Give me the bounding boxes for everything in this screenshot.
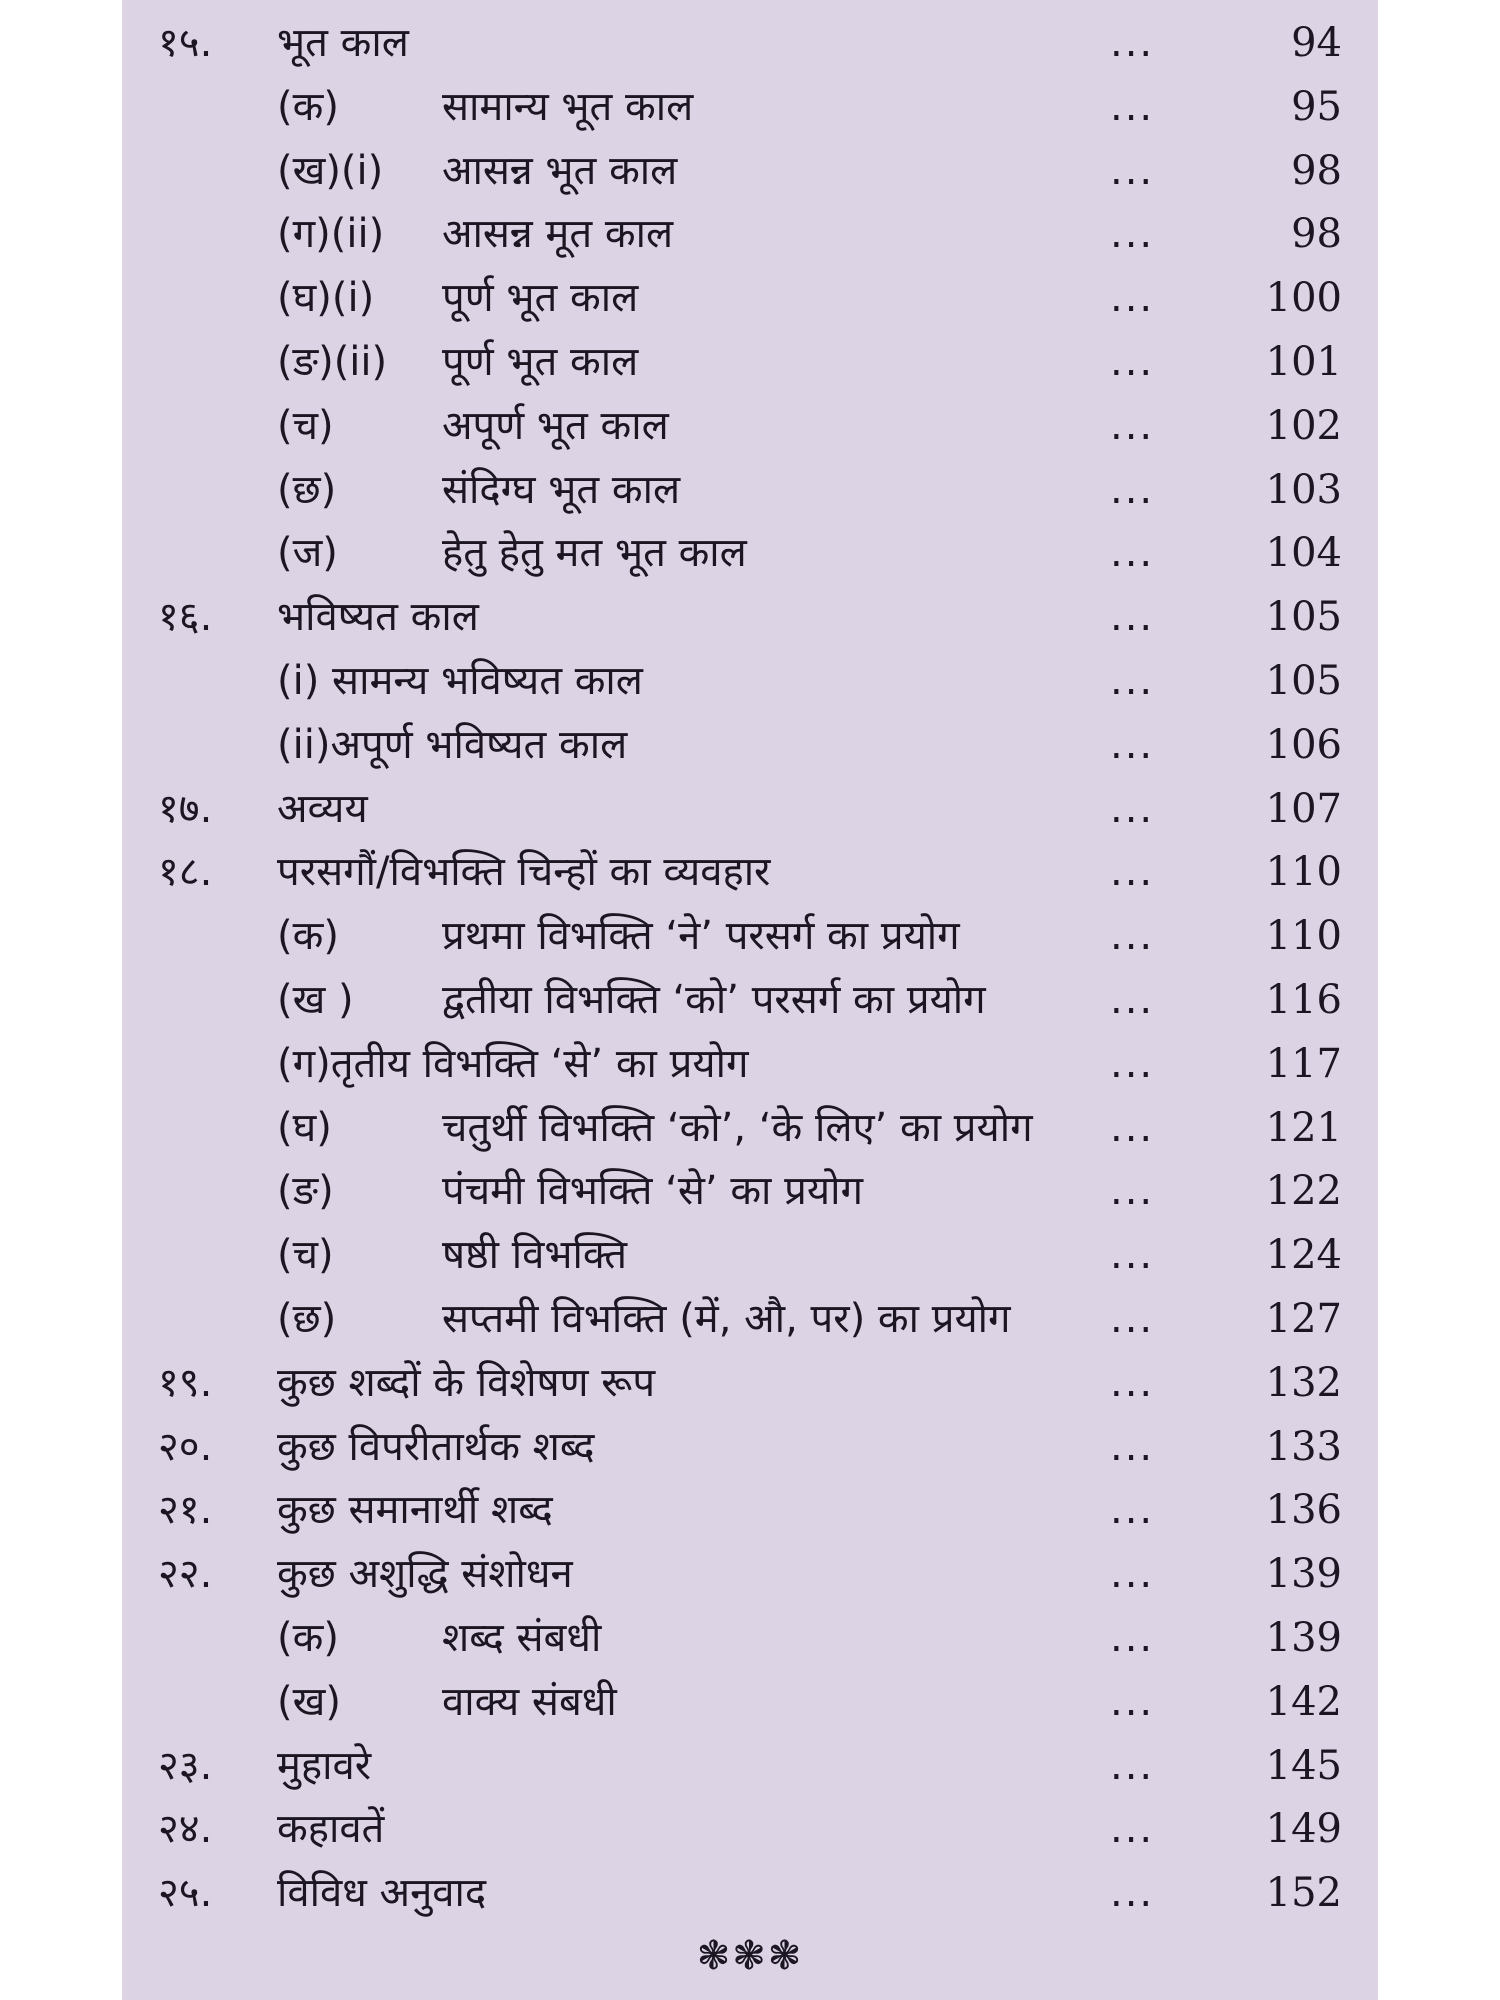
leader-dots: ... xyxy=(1110,1168,1155,1215)
book-page xyxy=(122,0,1378,2000)
leader-dots: ... xyxy=(1110,976,1155,1023)
subentry-title: पूर्ण भूत काल xyxy=(442,338,639,385)
entry-title: विविध अनुवाद xyxy=(277,1870,487,1917)
page-number: 98 xyxy=(1291,147,1342,194)
subentry-marker: (घ) xyxy=(277,1104,332,1151)
toc-subentry xyxy=(122,331,1378,395)
toc-subentry xyxy=(122,395,1378,459)
entry-number: २४. xyxy=(158,1806,213,1853)
entry-number: १७. xyxy=(158,785,213,832)
entry-title: अव्यय xyxy=(277,785,368,832)
leader-dots: ... xyxy=(1110,913,1155,960)
leader-dots: ... xyxy=(1110,1423,1155,1470)
leader-dots: ... xyxy=(1110,1040,1155,1087)
leader-dots: ... xyxy=(1110,1678,1155,1725)
leader-dots: ... xyxy=(1110,1487,1155,1534)
toc-subentry xyxy=(122,905,1378,969)
toc-subentry xyxy=(122,1224,1378,1288)
leader-dots: ... xyxy=(1110,1870,1155,1917)
leader-dots: ... xyxy=(1110,1806,1155,1853)
toc-entry xyxy=(122,1479,1378,1543)
entry-number: १८. xyxy=(158,849,213,896)
toc-entry xyxy=(122,1543,1378,1607)
subentry-marker: (ख ) xyxy=(277,976,354,1023)
subentry-marker: (क) xyxy=(277,83,339,130)
page-number: 110 xyxy=(1265,849,1342,896)
toc-subentry xyxy=(122,203,1378,267)
entry-number: २३. xyxy=(158,1742,213,1789)
leader-dots: ... xyxy=(1110,1614,1155,1661)
entry-number: १५. xyxy=(158,20,213,66)
entry-title: कुछ अशुद्धि संशोधन xyxy=(277,1551,573,1598)
leader-dots: ... xyxy=(1110,1742,1155,1789)
toc-subentry xyxy=(122,459,1378,523)
leader-dots: ... xyxy=(1110,402,1155,449)
subentry-title: पंचमी विभक्ति ‘से’ का प्रयोग xyxy=(442,1168,863,1215)
page-number: 139 xyxy=(1265,1614,1342,1661)
leader-dots: ... xyxy=(1110,530,1155,577)
toc-subentry xyxy=(122,522,1378,586)
leader-dots: ... xyxy=(1110,20,1155,66)
subentry-marker: (ङ) xyxy=(277,1168,334,1215)
table-of-contents xyxy=(122,12,1378,1926)
leader-dots: ... xyxy=(1110,657,1155,704)
toc-subentry xyxy=(122,267,1378,331)
subentry-title: (ग)तृतीय विभक्ति ‘से’ का प्रयोग xyxy=(277,1040,749,1087)
toc-subentry xyxy=(122,1671,1378,1735)
entry-title: भूत काल xyxy=(277,20,409,66)
toc-subentry xyxy=(122,1033,1378,1097)
page-number: 149 xyxy=(1265,1806,1342,1853)
leader-dots: ... xyxy=(1110,275,1155,322)
page-number: 110 xyxy=(1265,913,1342,960)
subentry-title: षष्ठी विभक्ति xyxy=(442,1232,628,1279)
subentry-title: आसन्न भूत काल xyxy=(442,147,678,194)
subentry-marker: (ख)(i) xyxy=(277,147,384,194)
toc-entry xyxy=(122,841,1378,905)
page-number: 104 xyxy=(1265,530,1342,577)
toc-entry xyxy=(122,1352,1378,1416)
leader-dots: ... xyxy=(1110,1232,1155,1279)
page-number: 94 xyxy=(1291,20,1342,66)
subentry-marker: (च) xyxy=(277,1232,334,1279)
leader-dots: ... xyxy=(1110,1359,1155,1406)
leader-dots: ... xyxy=(1110,1104,1155,1151)
toc-subentry xyxy=(122,76,1378,140)
subentry-title: आसन्न मूत काल xyxy=(442,211,674,258)
toc-entry xyxy=(122,586,1378,650)
entry-title: कुछ विपरीतार्थक शब्द xyxy=(277,1423,595,1470)
page-number: 102 xyxy=(1265,402,1342,449)
subentry-title: द्वतीया विभक्ति ‘को’ परसर्ग का प्रयोग xyxy=(442,976,986,1023)
toc-subentry xyxy=(122,969,1378,1033)
leader-dots: ... xyxy=(1110,147,1155,194)
entry-number: १६. xyxy=(158,594,213,641)
subentry-title: शब्द संबधी xyxy=(442,1614,602,1661)
flower-ornament: ❃❃❃ xyxy=(696,1933,804,1979)
page-number: 105 xyxy=(1265,594,1342,641)
page-number: 116 xyxy=(1265,976,1342,1023)
page-number: 98 xyxy=(1291,211,1342,258)
leader-dots: ... xyxy=(1110,83,1155,130)
subentry-title: प्रथमा विभक्ति ‘ने’ परसर्ग का प्रयोग xyxy=(442,913,960,960)
subentry-title: अपूर्ण भूत काल xyxy=(442,402,669,449)
toc-entry xyxy=(122,1735,1378,1799)
entry-title: कहावतें xyxy=(277,1806,385,1853)
toc-subentry xyxy=(122,714,1378,778)
subentry-title: (ii)अपूर्ण भविष्यत काल xyxy=(277,721,628,768)
entry-number: २१. xyxy=(158,1487,213,1534)
toc-entry xyxy=(122,12,1378,76)
page-number: 139 xyxy=(1265,1551,1342,1598)
page-number: 122 xyxy=(1265,1168,1342,1215)
toc-entry xyxy=(122,1416,1378,1480)
subentry-marker: (ज) xyxy=(277,530,338,577)
leader-dots: ... xyxy=(1110,721,1155,768)
leader-dots: ... xyxy=(1110,1295,1155,1342)
subentry-marker: (ङ)(ii) xyxy=(277,338,388,385)
entry-title: कुछ समानार्थी शब्द xyxy=(277,1487,553,1534)
toc-subentry xyxy=(122,650,1378,714)
subentry-title: पूर्ण भूत काल xyxy=(442,275,639,322)
leader-dots: ... xyxy=(1110,594,1155,641)
page-number: 121 xyxy=(1265,1104,1342,1151)
entry-title: भविष्यत काल xyxy=(277,594,479,641)
page-number: 103 xyxy=(1265,466,1342,513)
page-number: 152 xyxy=(1265,1870,1342,1917)
entry-title: मुहावरे xyxy=(277,1742,372,1789)
toc-entry xyxy=(122,1862,1378,1926)
page-number: 95 xyxy=(1291,83,1342,130)
page-number: 133 xyxy=(1265,1423,1342,1470)
entry-number: २२. xyxy=(158,1551,213,1598)
page-number: 127 xyxy=(1265,1295,1342,1342)
subentry-title: सामान्य भूत काल xyxy=(442,83,694,130)
entry-title: परसगौं/विभक्ति चिन्हों का व्यवहार xyxy=(277,849,771,896)
toc-subentry xyxy=(122,1288,1378,1352)
toc-entry xyxy=(122,1798,1378,1862)
subentry-title: संदिग्घ भूत काल xyxy=(442,466,681,513)
subentry-marker: (क) xyxy=(277,1614,339,1661)
toc-entry xyxy=(122,778,1378,842)
subentry-title: (i) सामन्य भविष्यत काल xyxy=(277,657,643,704)
subentry-marker: (छ) xyxy=(277,1295,337,1342)
subentry-title: वाक्य संबधी xyxy=(442,1678,617,1725)
subentry-marker: (ख) xyxy=(277,1678,341,1725)
subentry-marker: (क) xyxy=(277,913,339,960)
page-number: 142 xyxy=(1265,1678,1342,1725)
toc-subentry xyxy=(122,1607,1378,1671)
subentry-title: सप्तमी विभक्ति (में, औ, पर) का प्रयोग xyxy=(442,1295,1011,1342)
leader-dots: ... xyxy=(1110,849,1155,896)
page-number: 117 xyxy=(1265,1040,1342,1087)
page-number: 106 xyxy=(1265,721,1342,768)
subentry-marker: (घ)(i) xyxy=(277,275,375,322)
subentry-marker: (छ) xyxy=(277,466,337,513)
leader-dots: ... xyxy=(1110,466,1155,513)
toc-subentry xyxy=(122,140,1378,204)
page-number: 132 xyxy=(1265,1359,1342,1406)
page-number: 124 xyxy=(1265,1232,1342,1279)
page-number: 101 xyxy=(1265,338,1342,385)
subentry-marker: (ग)(ii) xyxy=(277,211,385,258)
leader-dots: ... xyxy=(1110,211,1155,258)
page-number: 105 xyxy=(1265,657,1342,704)
entry-title: कुछ शब्दों के विशेषण रूप xyxy=(277,1359,656,1406)
leader-dots: ... xyxy=(1110,338,1155,385)
page-number: 100 xyxy=(1265,275,1342,322)
entry-number: २५. xyxy=(158,1870,213,1917)
subentry-title: हेतु हेतु मत भूत काल xyxy=(442,530,747,577)
toc-subentry xyxy=(122,1097,1378,1161)
subentry-title: चतुर्थी विभक्ति ‘को’, ‘के लिए’ का प्रयोग xyxy=(442,1104,1033,1151)
leader-dots: ... xyxy=(1110,785,1155,832)
subentry-marker: (च) xyxy=(277,402,334,449)
page-number: 136 xyxy=(1265,1487,1342,1534)
page-number: 145 xyxy=(1265,1742,1342,1789)
page-number: 107 xyxy=(1265,785,1342,832)
leader-dots: ... xyxy=(1110,1551,1155,1598)
toc-subentry xyxy=(122,1160,1378,1224)
entry-number: २०. xyxy=(158,1423,213,1470)
entry-number: १९. xyxy=(158,1359,213,1406)
